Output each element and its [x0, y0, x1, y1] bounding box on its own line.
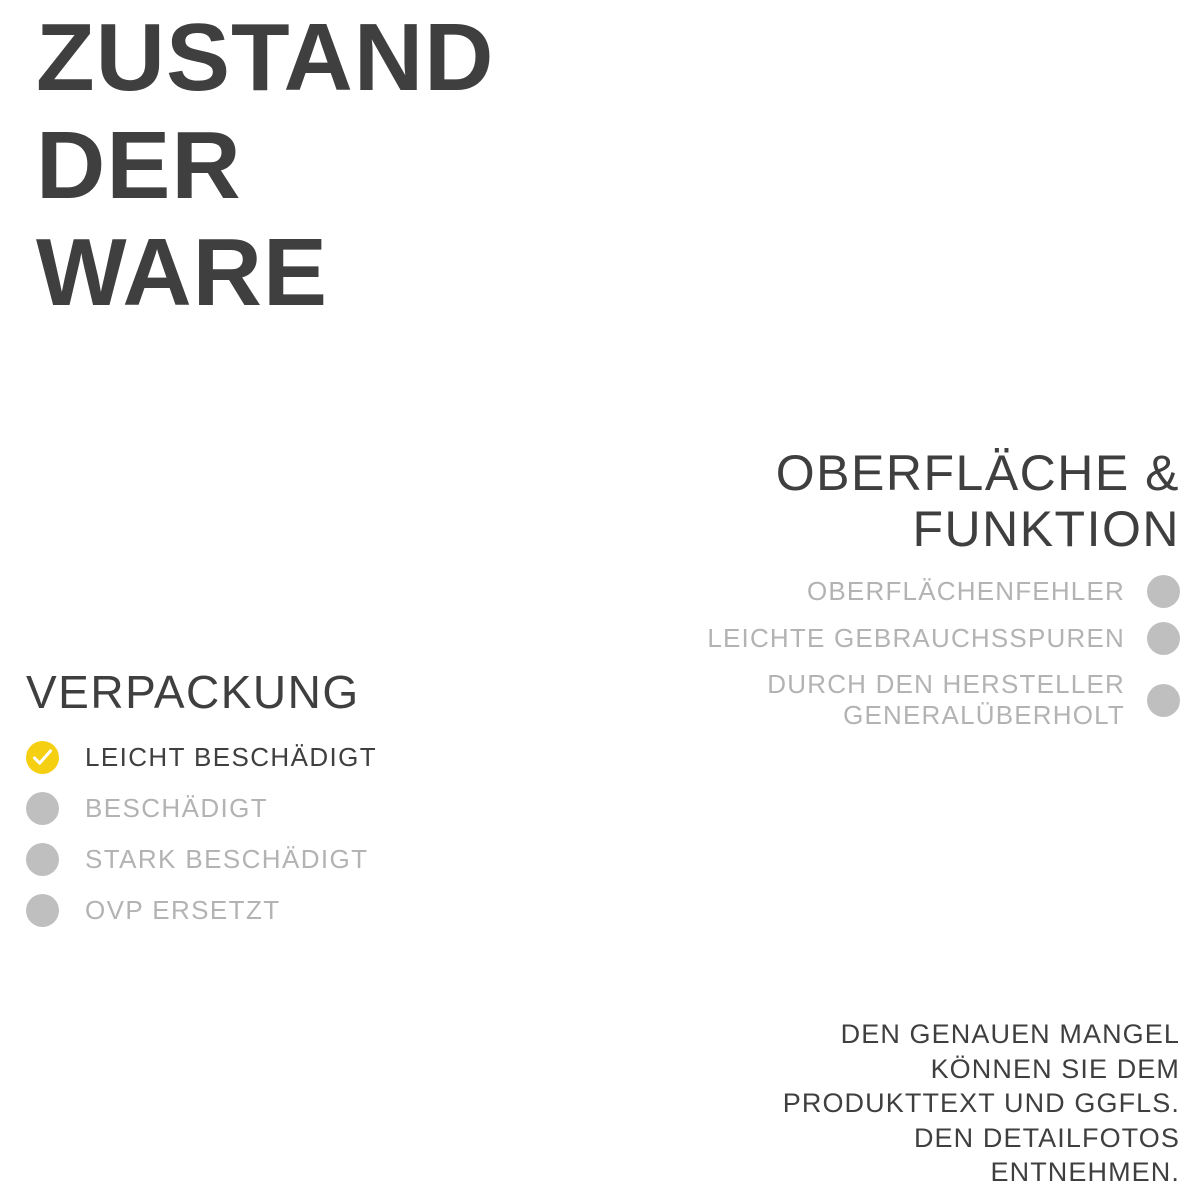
- surface-option-label: OBERFLÄCHENFEHLER: [806, 575, 1125, 606]
- radio-unselected-icon[interactable]: [1147, 684, 1180, 717]
- radio-unselected-icon[interactable]: [26, 894, 59, 927]
- surface-option-list: [560, 575, 1180, 731]
- page-title-line-2: DER: [36, 111, 242, 219]
- packaging-heading: VERPACKUNG: [26, 666, 360, 718]
- packaging-option-heavily-damaged[interactable]: [26, 843, 566, 876]
- footer-note-line-3: PRODUKTTEXT UND GGFLS.: [782, 1088, 1180, 1119]
- surface-function-heading-line-1: OBERFLÄCHE &: [775, 445, 1180, 501]
- footer-note-line-5: ENTNEHMEN.: [990, 1157, 1180, 1188]
- surface-option-label: LEICHTE GEBRAUCHSSPUREN: [707, 622, 1125, 653]
- footer-note-line-2: KÖNNEN SIE DEM: [930, 1053, 1180, 1084]
- surface-function-section: [560, 445, 1180, 745]
- radio-unselected-icon[interactable]: [1147, 575, 1180, 608]
- checkmark-icon[interactable]: [26, 741, 59, 774]
- footer-note: [620, 1017, 1180, 1190]
- packaging-option-slightly-damaged[interactable]: [26, 741, 566, 774]
- page-title: [36, 4, 736, 327]
- surface-option-label: DURCH DEN HERSTELLER GENERALÜBERHOLT: [767, 669, 1125, 731]
- page-title-line-3: WARE: [36, 219, 328, 327]
- footer-note-line-1: DEN GENAUEN MANGEL: [840, 1019, 1180, 1050]
- radio-unselected-icon[interactable]: [26, 792, 59, 825]
- surface-option-manufacturer-refurbished[interactable]: [560, 669, 1180, 731]
- surface-function-heading-line-2: FUNKTION: [912, 501, 1180, 557]
- page-title-line-1: ZUSTAND: [36, 4, 495, 111]
- packaging-option-label: LEICHT BESCHÄDIGT: [85, 742, 378, 772]
- footer-note-line-4: DEN DETAILFOTOS: [913, 1122, 1180, 1153]
- surface-option-surface-defects[interactable]: [560, 575, 1180, 608]
- radio-unselected-icon[interactable]: [1147, 622, 1180, 655]
- packaging-option-label: STARK BESCHÄDIGT: [85, 844, 369, 874]
- packaging-section: [26, 665, 566, 945]
- packaging-option-damaged[interactable]: [26, 792, 566, 825]
- packaging-option-replaced-packaging[interactable]: [26, 894, 566, 927]
- surface-function-heading: [560, 445, 1180, 557]
- packaging-option-label: BESCHÄDIGT: [85, 793, 269, 823]
- packaging-option-label: OVP ERSETZT: [85, 895, 281, 925]
- surface-option-light-usage-marks[interactable]: [560, 622, 1180, 655]
- radio-unselected-icon[interactable]: [26, 843, 59, 876]
